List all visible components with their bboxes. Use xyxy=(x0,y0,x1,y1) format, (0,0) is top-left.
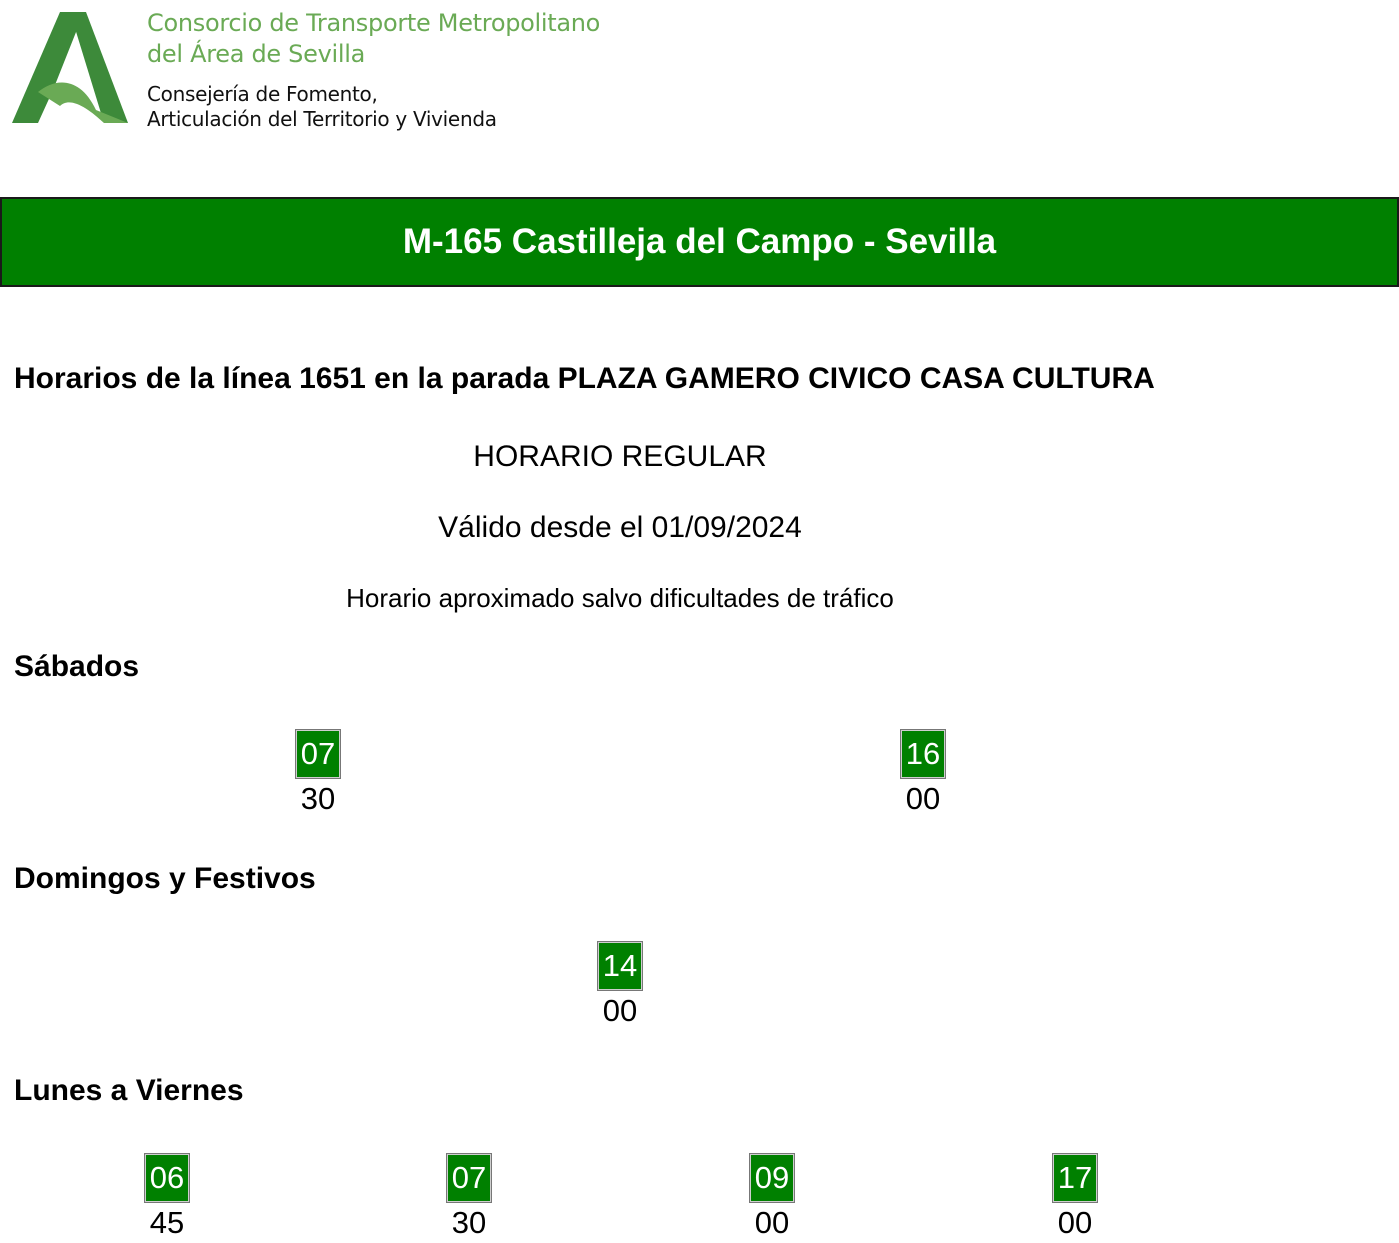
department-name-line2: Articulación del Territorio y Vivienda xyxy=(147,107,497,131)
departure-slot xyxy=(439,1153,499,1243)
departure-minute: 45 xyxy=(149,1205,185,1240)
departure-minute: 00 xyxy=(1057,1205,1093,1240)
department-name xyxy=(147,82,497,132)
valid-from-date: Válido desde el 01/09/2024 xyxy=(438,511,802,544)
departure-slot xyxy=(288,729,348,819)
org-name-line1: Consorcio de Transporte Metropolitano xyxy=(147,9,601,37)
section-title-sundays-holidays: Domingos y Festivos xyxy=(14,862,316,895)
section-title-saturdays: Sábados xyxy=(14,650,140,683)
departure-minute: 00 xyxy=(754,1205,790,1240)
department-name-line1: Consejería de Fomento, xyxy=(147,82,378,106)
traffic-disclaimer: Horario aproximado salvo dificultades de tráfico xyxy=(346,583,894,613)
departure-slot xyxy=(590,941,650,1031)
departure-hour: 06 xyxy=(144,1153,190,1203)
departure-minute: 00 xyxy=(602,993,638,1028)
departure-slot xyxy=(742,1153,802,1243)
route-title: M-165 Castilleja del Campo - Sevilla xyxy=(402,222,997,261)
departure-hour: 14 xyxy=(597,941,643,991)
departure-hour: 09 xyxy=(749,1153,795,1203)
departure-hour: 07 xyxy=(446,1153,492,1203)
departure-minute: 30 xyxy=(451,1205,487,1240)
section-title-weekdays: Lunes a Viernes xyxy=(14,1074,244,1107)
departure-minute: 30 xyxy=(300,781,336,816)
departure-slot xyxy=(1045,1153,1105,1243)
departure-hour: 16 xyxy=(900,729,946,779)
org-name xyxy=(147,8,600,70)
departure-hour: 17 xyxy=(1052,1153,1098,1203)
departure-slot xyxy=(893,729,953,819)
route-title-bar xyxy=(0,197,1399,287)
stop-heading: Horarios de la línea 1651 en la parada PLAZA GAMERO CIVICO CASA CULTURA xyxy=(14,362,1155,395)
departure-minute: 00 xyxy=(905,781,941,816)
junta-andalucia-logo-icon xyxy=(10,12,132,126)
departure-slot xyxy=(137,1153,197,1243)
departure-hour: 07 xyxy=(295,729,341,779)
org-name-line2: del Área de Sevilla xyxy=(147,40,365,68)
schedule-type: HORARIO REGULAR xyxy=(473,440,767,473)
